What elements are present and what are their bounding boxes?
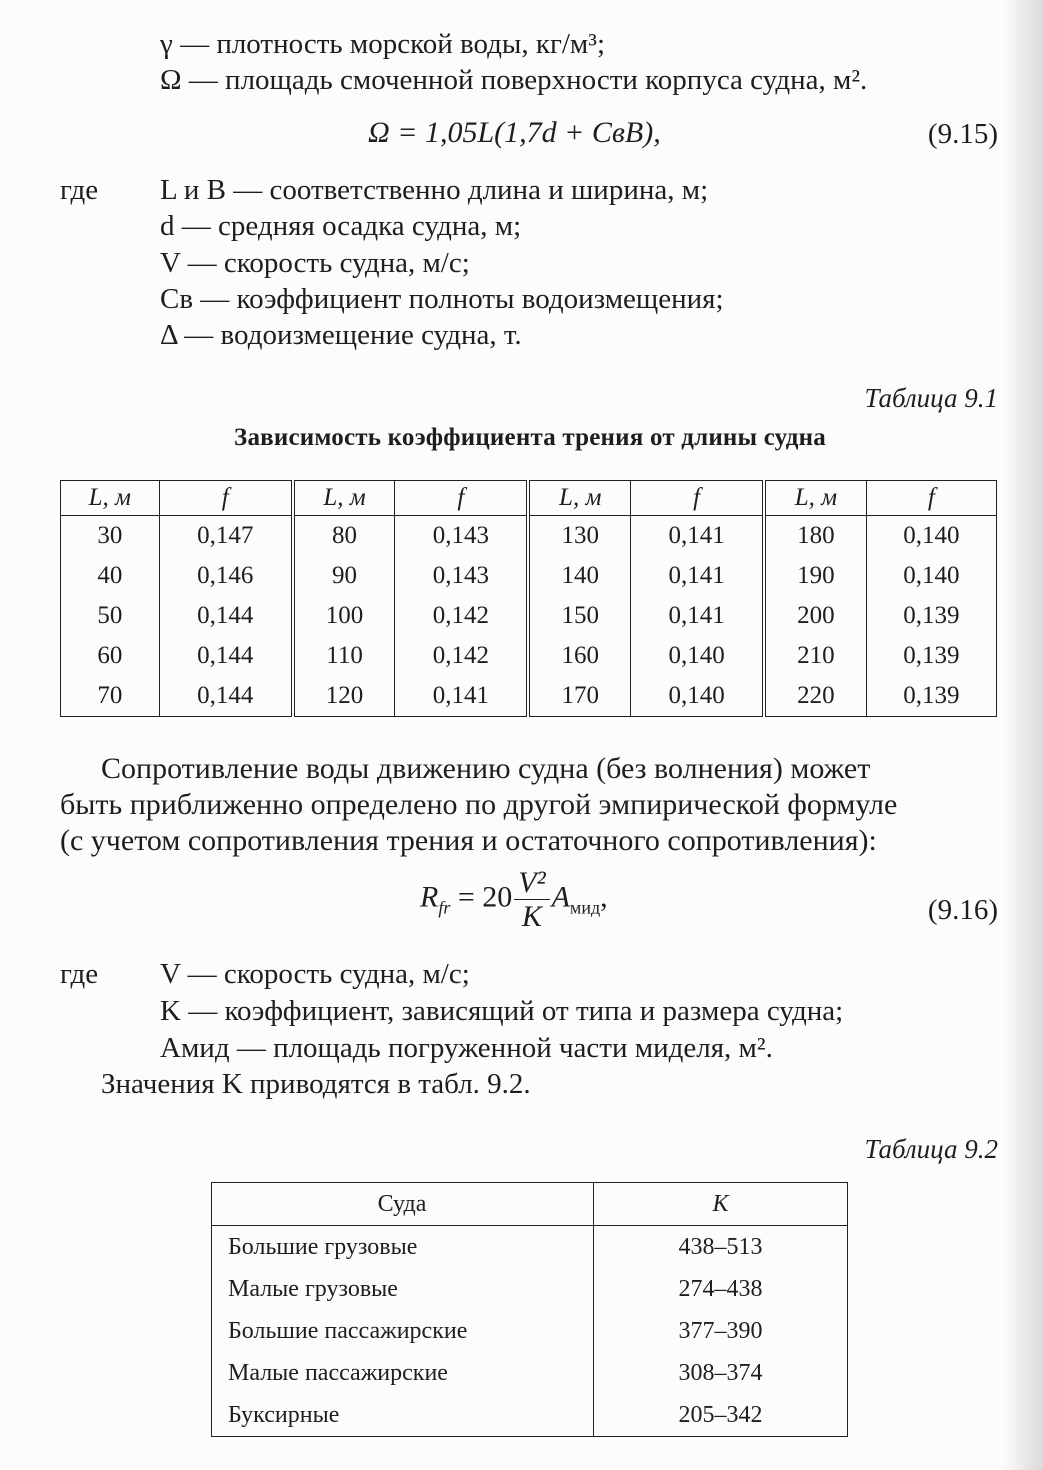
equation-fraction <box>514 866 549 933</box>
definition-line: Cв — коэффициент полноты водоизмещения; <box>160 283 724 315</box>
table-cell: 0,146 <box>159 556 293 596</box>
table-cell: 274–438 <box>594 1268 848 1310</box>
table-cell: 0,141 <box>631 516 765 557</box>
column-header: L, м <box>293 481 395 516</box>
paragraph-line: быть приближенно определено по другой эмпирической формуле <box>60 788 898 821</box>
table-cell: 0,140 <box>631 676 765 717</box>
table-cell: 110 <box>293 636 395 676</box>
table-cell: 120 <box>293 676 395 717</box>
definition-gamma: γ — плотность морской воды, кг/м³; <box>160 28 606 60</box>
table-cell: 160 <box>528 636 630 676</box>
equation-9-16 <box>420 866 608 933</box>
table-row <box>61 516 997 557</box>
definition-line: V — скорость судна, м/с; <box>160 247 470 279</box>
table-cell: 190 <box>764 556 866 596</box>
table-cell: Большие грузовые <box>228 1233 418 1260</box>
where-label: где <box>60 958 99 990</box>
table-row <box>212 1352 848 1394</box>
table-cell: 0,140 <box>866 556 996 596</box>
table-cell: 80 <box>293 516 395 557</box>
table-cell: 0,140 <box>631 636 765 676</box>
fraction-numerator: V² <box>514 866 549 900</box>
table-cell: 30 <box>61 516 160 557</box>
table-cell: 60 <box>61 636 160 676</box>
definition-line: d — средняя осадка судна, м; <box>160 210 522 242</box>
column-header: Суда <box>212 1183 594 1226</box>
column-header: L, м <box>61 481 160 516</box>
table-row <box>61 556 997 596</box>
definition-line: L и B — соответственно длина и ширина, м; <box>160 174 709 206</box>
table-row <box>212 1226 848 1269</box>
table-row <box>212 1310 848 1352</box>
table-cell: 100 <box>293 596 395 636</box>
table-9-2-label: Таблица 9.2 <box>864 1134 998 1164</box>
column-header: L, м <box>528 481 630 516</box>
column-header: L, м <box>764 481 866 516</box>
table-cell: 0,139 <box>866 676 996 717</box>
table-cell: 438–513 <box>594 1226 848 1269</box>
equation-9-15: Ω = 1,05L(1,7d + CвB), <box>368 116 661 149</box>
paragraph-line: (с учетом сопротивления трения и остаточного сопротивления): <box>60 824 877 857</box>
table-cell: 150 <box>528 596 630 636</box>
table-row <box>61 596 997 636</box>
table-cell: 0,142 <box>395 596 529 636</box>
equation-9-15-number: (9.15) <box>927 118 998 150</box>
table-cell: 50 <box>61 596 160 636</box>
friction-coefficient-table <box>60 480 997 717</box>
table-cell: 0,142 <box>395 636 529 676</box>
equation-area-subscript: мид <box>569 897 601 918</box>
paragraph-line: Сопротивление воды движению судна (без волнения) может <box>101 752 871 785</box>
table-cell: 0,144 <box>159 596 293 636</box>
table-row <box>212 1394 848 1437</box>
table-row <box>61 636 997 676</box>
table-cell: 308–374 <box>594 1352 848 1394</box>
table-header-row <box>61 481 997 516</box>
table-cell: 130 <box>528 516 630 557</box>
page-edge-shadow <box>1003 0 1043 1470</box>
table-cell: 0,147 <box>159 516 293 557</box>
table-row <box>61 676 997 717</box>
table-cell: 220 <box>764 676 866 717</box>
table-cell: 140 <box>528 556 630 596</box>
table-cell: 210 <box>764 636 866 676</box>
column-header: K <box>594 1183 848 1226</box>
values-note: Значения K приводятся в табл. 9.2. <box>101 1068 531 1100</box>
table-cell: 0,140 <box>866 516 996 557</box>
table-cell: 40 <box>61 556 160 596</box>
column-header: f <box>631 481 765 516</box>
table-cell: 0,144 <box>159 676 293 717</box>
table-cell: 70 <box>61 676 160 717</box>
table-cell: Малые грузовые <box>228 1275 398 1302</box>
table-cell: 170 <box>528 676 630 717</box>
table-header-row <box>212 1183 848 1226</box>
table-cell: 0,141 <box>631 556 765 596</box>
table-cell: 90 <box>293 556 395 596</box>
coefficient-k-table <box>211 1182 848 1437</box>
definition-line: K — коэффициент, зависящий от типа и размера судна; <box>160 995 844 1027</box>
table-cell: 180 <box>764 516 866 557</box>
equation-tail: , <box>600 880 608 914</box>
table-cell: 205–342 <box>594 1394 848 1437</box>
table-cell: 0,143 <box>395 556 529 596</box>
table-9-1-label: Таблица 9.1 <box>864 383 998 413</box>
equation-lhs-subscript: fr <box>438 897 451 918</box>
definition-omega: Ω — площадь смоченной поверхности корпуса судна, м². <box>160 64 868 96</box>
column-header: f <box>159 481 293 516</box>
table-cell: Малые пассажирские <box>228 1359 448 1386</box>
equation-coefficient: = 20 <box>457 880 513 914</box>
table-cell: 0,141 <box>631 596 765 636</box>
table-cell: 0,141 <box>395 676 529 717</box>
definition-line: V — скорость судна, м/с; <box>160 958 470 990</box>
table-cell: Большие пассажирские <box>228 1317 468 1344</box>
table-9-1-title: Зависимость коэффициента трения от длины судна <box>234 424 826 451</box>
table-cell: 0,144 <box>159 636 293 676</box>
column-header: f <box>395 481 529 516</box>
column-header: f <box>866 481 996 516</box>
table-cell: 0,143 <box>395 516 529 557</box>
equation-area: A <box>551 880 570 914</box>
table-cell: 0,139 <box>866 596 996 636</box>
equation-lhs: R <box>420 880 439 914</box>
fraction-denominator: K <box>521 900 542 933</box>
table-cell: Буксирные <box>228 1401 340 1428</box>
table-row <box>212 1268 848 1310</box>
equation-9-16-number: (9.16) <box>927 894 998 926</box>
definition-line: Δ — водоизмещение судна, т. <box>160 319 522 351</box>
table-cell: 377–390 <box>594 1310 848 1352</box>
definition-line: Aмид — площадь погруженной части миделя, м². <box>160 1032 773 1064</box>
table-cell: 0,139 <box>866 636 996 676</box>
where-label: где <box>60 174 99 206</box>
table-cell: 200 <box>764 596 866 636</box>
